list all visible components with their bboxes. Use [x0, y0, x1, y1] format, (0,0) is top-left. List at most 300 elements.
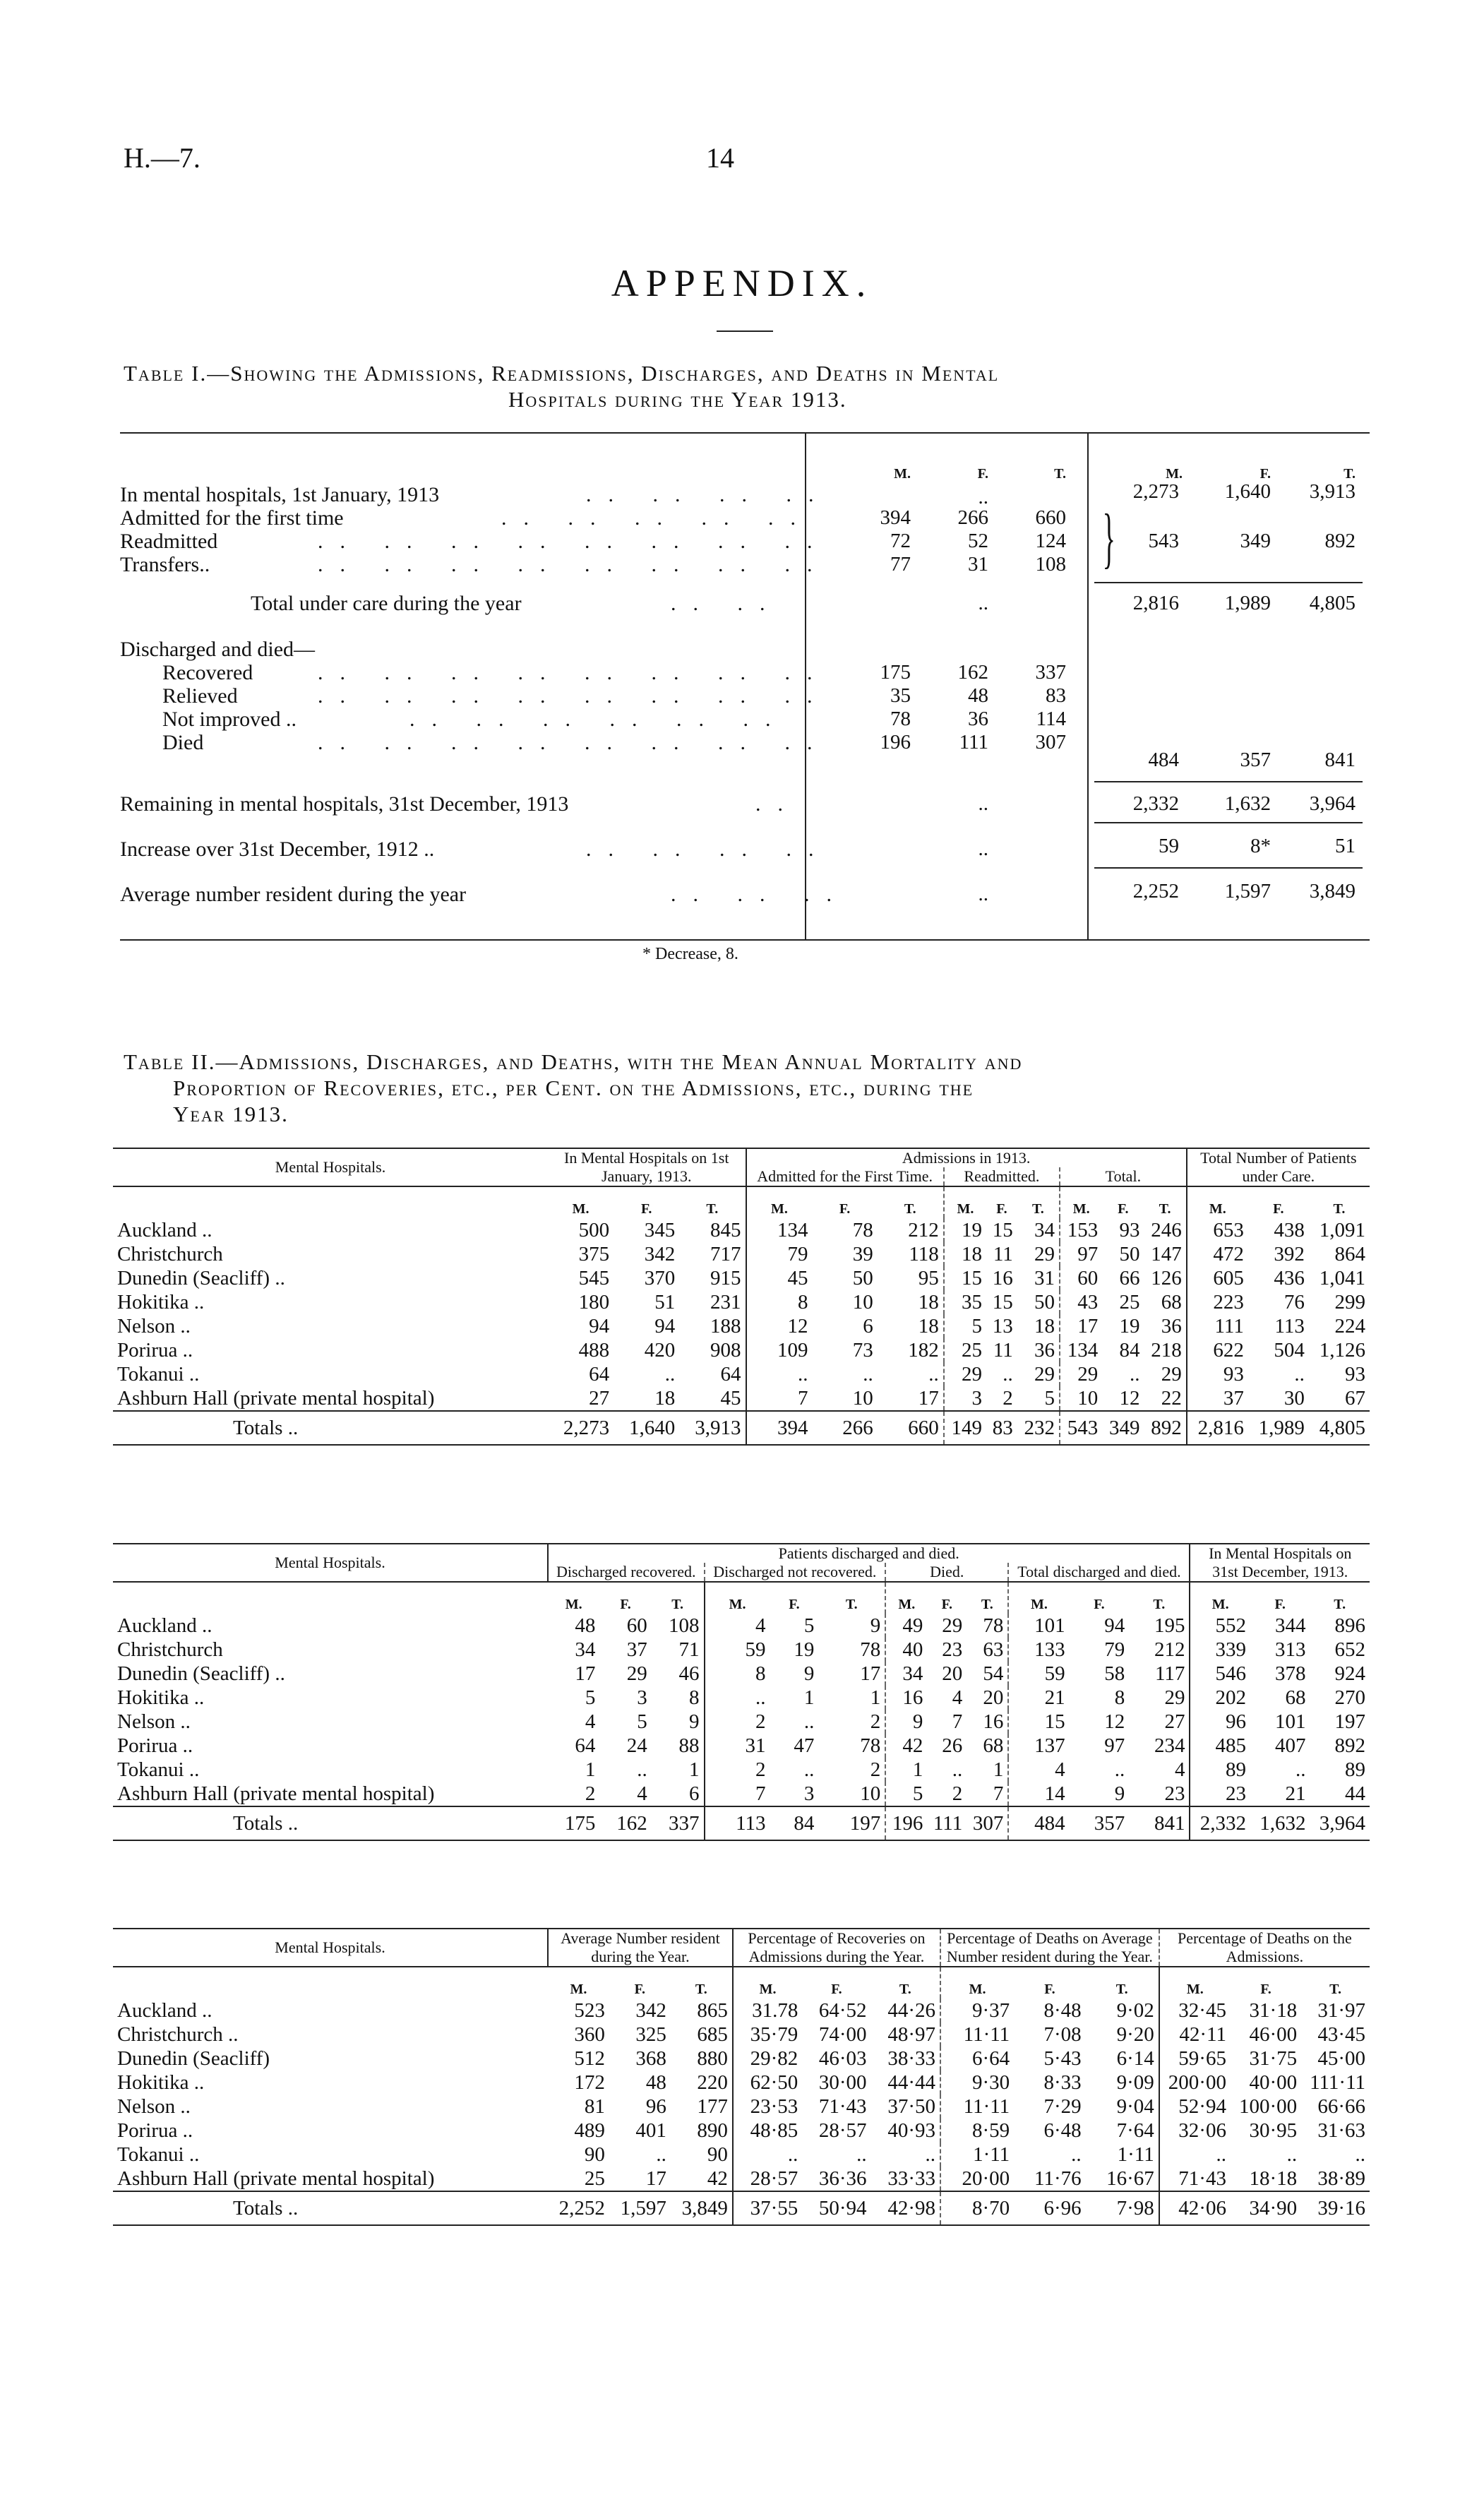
hospital-name: Christchurch ..: [117, 2023, 239, 2046]
t2c-mft-m-0: M.: [548, 1967, 609, 1998]
t1-admissions-total-f: 349: [1240, 530, 1271, 552]
value-cell: 17: [1060, 1314, 1102, 1338]
value-cell: 96: [1190, 1710, 1250, 1734]
value-cell: 94: [654, 1315, 676, 1338]
table-row: [113, 1362, 1370, 1386]
value-cell: 88: [678, 1734, 700, 1757]
value-cell: 93: [1119, 1219, 1140, 1241]
value-cell: 357: [1070, 1806, 1130, 1840]
t1-head-m1: M.: [894, 466, 911, 482]
t1-readmitted-f: 52: [968, 530, 988, 552]
t2a-mft-t-2: T.: [1017, 1186, 1060, 1218]
table-row: [113, 2119, 1370, 2143]
table-row: [113, 1386, 1370, 1411]
value-cell: 4: [705, 1614, 770, 1638]
value-cell: 2: [1003, 1387, 1013, 1410]
t2c-head-pct-deaths-adm: Percentage of Deaths on the Admissions.: [1159, 1929, 1370, 1967]
value-cell: 5: [944, 1314, 986, 1338]
value-cell: 34: [1034, 1219, 1055, 1241]
value-cell: 111: [1187, 1314, 1248, 1338]
value-cell: 2,273: [548, 1411, 614, 1445]
value-cell: 438: [1274, 1219, 1305, 1241]
table-row: [113, 1758, 1370, 1782]
value-cell: ..: [733, 2143, 802, 2167]
t1-discharged-total-m: 484: [1148, 749, 1179, 771]
t2a-mft-m-4: M.: [1187, 1186, 1248, 1218]
value-cell: 137: [1008, 1734, 1069, 1758]
value-cell: 212: [908, 1219, 939, 1241]
value-cell: 68: [983, 1734, 1004, 1757]
value-cell: 17: [860, 1662, 881, 1685]
value-cell: 78: [860, 1638, 881, 1661]
table-row: [113, 1638, 1370, 1662]
value-cell: 652: [1334, 1638, 1365, 1661]
t2c-mft-f-2: F.: [1014, 1967, 1085, 1998]
t2c-mft-t-0: T.: [671, 1967, 733, 1998]
value-cell: 3: [803, 1782, 815, 1805]
value-cell: 50: [1119, 1243, 1140, 1265]
value-cell: 29: [944, 1362, 986, 1386]
value-cell: 14: [1008, 1782, 1069, 1806]
value-cell: 42: [885, 1734, 927, 1758]
table2-admissions: [113, 1148, 1370, 1446]
t2c-head-average: Average Number resident during the Year.: [548, 1929, 733, 1967]
t1-total-care-t: 4,805: [1309, 592, 1356, 614]
value-cell: 342: [644, 1243, 676, 1265]
value-cell: 19: [944, 1218, 986, 1242]
t2b-mft-f-2: F.: [927, 1582, 967, 1614]
t2c-head-hospitals: Mental Hospitals.: [113, 1929, 548, 1967]
value-cell: ..: [1129, 1363, 1140, 1386]
value-cell: 17: [575, 1662, 596, 1685]
value-cell: 3,964: [1310, 1806, 1370, 1840]
t2c-totals-row: [113, 2191, 1370, 2225]
value-cell: 51: [654, 1291, 676, 1313]
t1-recovered-m: 175: [880, 661, 911, 684]
value-cell: 11: [993, 1339, 1013, 1362]
t2b-totals-row: [113, 1806, 1370, 1840]
value-cell: 31·75: [1249, 2047, 1298, 2070]
t2b-mft-m-4: M.: [1190, 1582, 1250, 1614]
value-cell: 42·98: [871, 2191, 940, 2225]
value-cell: 49: [885, 1614, 927, 1638]
value-cell: ..: [928, 1363, 939, 1386]
t2b-head-died: Died.: [885, 1563, 1008, 1582]
value-cell: 19: [1119, 1315, 1140, 1338]
t1-died-f: 111: [959, 731, 988, 753]
t2b-mft-f-1: F.: [770, 1582, 819, 1614]
table-row: [113, 1266, 1370, 1290]
value-cell: 52·94: [1159, 2095, 1231, 2119]
page-header: [124, 141, 1394, 184]
table-row: [113, 1290, 1370, 1314]
value-cell: 212: [1154, 1638, 1185, 1661]
value-cell: 485: [1190, 1734, 1250, 1758]
value-cell: 23: [1164, 1782, 1185, 1805]
value-cell: 147: [1151, 1243, 1182, 1265]
t1-in-hospitals-m: 2,273: [1132, 480, 1179, 503]
page-reference: H.—7.: [124, 142, 201, 174]
value-cell: 97: [1060, 1242, 1102, 1266]
value-cell: 37: [626, 1638, 647, 1661]
value-cell: 36: [1161, 1315, 1182, 1338]
value-cell: 484: [1008, 1806, 1069, 1840]
t2c-mft-t-1: T.: [871, 1967, 940, 1998]
value-cell: 78: [852, 1219, 873, 1241]
value-cell: 111: [927, 1806, 967, 1840]
value-cell: 68: [1161, 1291, 1182, 1313]
t1-average-label: Average number resident during the year: [120, 883, 467, 906]
t2a-mft-f-1: F.: [812, 1186, 877, 1218]
value-cell: 220: [697, 2071, 728, 2094]
value-cell: 89: [1190, 1758, 1250, 1782]
value-cell: 4: [952, 1686, 963, 1709]
value-cell: 218: [1151, 1339, 1182, 1362]
table1-footnote: * Decrease, 8.: [642, 945, 738, 963]
t1-relieved-t: 83: [1046, 684, 1066, 707]
t1-total-care-mid: ..: [978, 592, 988, 614]
t2c-mft-t-3: T.: [1301, 1967, 1370, 1998]
value-cell: 10: [860, 1782, 881, 1805]
value-cell: 73: [852, 1339, 873, 1362]
value-cell: 36·36: [818, 2167, 867, 2190]
value-cell: 29: [1034, 1243, 1055, 1265]
value-cell: ..: [803, 1758, 815, 1781]
value-cell: 349: [1102, 1411, 1144, 1445]
value-cell: 552: [1190, 1614, 1250, 1638]
value-cell: 18: [918, 1315, 939, 1338]
value-cell: 16: [992, 1267, 1013, 1289]
value-cell: ..: [637, 1758, 647, 1781]
value-cell: 8: [689, 1686, 700, 1709]
value-cell: 68: [1285, 1686, 1306, 1709]
t2a-mft-t-0: T.: [679, 1186, 746, 1218]
page-number: 14: [706, 142, 734, 174]
value-cell: 5·43: [1043, 2047, 1082, 2070]
value-cell: 18: [1034, 1315, 1055, 1338]
value-cell: 8: [1114, 1686, 1125, 1709]
table-row: [113, 1242, 1370, 1266]
value-cell: 28·57: [818, 2119, 867, 2142]
value-cell: 50·94: [802, 2191, 870, 2225]
value-cell: 489: [574, 2119, 605, 2142]
value-cell: 865: [697, 1999, 728, 2022]
t1-relieved-label: Relieved: [162, 684, 238, 708]
t1-brace-admissions: }: [1102, 500, 1115, 575]
table-row: [113, 2023, 1370, 2047]
t1-transfers-t: 108: [1035, 553, 1066, 576]
value-cell: 8·70: [940, 2191, 1014, 2225]
value-cell: 26: [942, 1734, 963, 1757]
value-cell: 472: [1187, 1242, 1248, 1266]
table1-caption: [124, 360, 1366, 412]
value-cell: ..: [1003, 1363, 1013, 1386]
value-cell: 915: [710, 1267, 741, 1289]
value-cell: 27: [1164, 1710, 1185, 1733]
value-cell: 27: [589, 1387, 610, 1410]
t1-admitted-m: 394: [880, 506, 911, 529]
value-cell: 9: [870, 1614, 881, 1637]
t2a-head-admitted-first: Admitted for the First Time.: [746, 1167, 944, 1186]
value-cell: 177: [697, 2095, 728, 2118]
value-cell: 93: [1345, 1363, 1365, 1386]
table-row: [113, 2095, 1370, 2119]
value-cell: 6·64: [940, 2047, 1014, 2071]
value-cell: 45: [746, 1266, 813, 1290]
value-cell: 34: [885, 1662, 927, 1686]
value-cell: 500: [578, 1219, 610, 1241]
table1: M. F. T. M. F. T. In mental hospitals, 1st January, 1913 .. .. .. .. 2,273 1,640 3,913 .. Admitted for the first time .. .. .. .. .. 394 266 660 Readmitted .. .. .. .. .. .. .. .. 72 52 124 Transfers.. .. .. .. .. .. .. .. .. 77 31 108 } 543 349 892 Total under care during the year .. .. .. 2,816 1,989 4,805 Discharged and died— Recovered .. .. .. .. .. .. .. .. 175 162 337 Relieved .. .. .. .. .. .. .. .. 35 48 83 Not improved .. .. .. .. .. .. .. 78 36 114 Died .. .. .. .. .. .. .. .. 196 111 307 484 357 841 Remaining in mental hospitals, 31st December, 1913 .. .. 2,332 1,632 3,964 Increase over 31st December, 1912 .. .. .. .. .. .. 59 8* 51 Average number resident during the year .. .. .. .. 2,252 1,597 3,849: [120, 432, 1370, 955]
value-cell: 1,041: [1319, 1267, 1365, 1289]
value-cell: 543: [1060, 1411, 1102, 1445]
t1-head-t2: T.: [1344, 466, 1356, 482]
value-cell: 9: [689, 1710, 700, 1733]
hospital-name: Christchurch: [117, 1638, 223, 1661]
value-cell: 134: [746, 1218, 813, 1242]
value-cell: 6: [863, 1315, 873, 1338]
value-cell: 9·02: [1116, 1999, 1154, 2022]
value-cell: 39: [852, 1243, 873, 1265]
value-cell: 31·63: [1317, 2119, 1365, 2142]
t2a-mft-m-0: M.: [548, 1186, 614, 1218]
value-cell: 5: [885, 1782, 927, 1806]
value-cell: 546: [1190, 1662, 1250, 1686]
value-cell: 30·00: [818, 2071, 867, 2094]
value-cell: 23: [942, 1638, 963, 1661]
value-cell: 6·48: [1043, 2119, 1082, 2142]
value-cell: 1: [885, 1758, 927, 1782]
t1-admissions-total-t: 892: [1324, 530, 1356, 552]
value-cell: 9: [1114, 1782, 1125, 1805]
t2c-mft-t-2: T.: [1086, 1967, 1159, 1998]
t1-in-hospitals-label: In mental hospitals, 1st January, 1913: [120, 483, 440, 506]
value-cell: 134: [1060, 1338, 1102, 1362]
table-row: [113, 1218, 1370, 1242]
t1-admitted-f: 266: [957, 506, 988, 529]
value-cell: 71·43: [1159, 2167, 1231, 2191]
t1-not-improved-f: 36: [968, 708, 988, 730]
value-cell: 78: [983, 1614, 1004, 1637]
hospital-name: Auckland ..: [117, 1614, 213, 1637]
value-cell: 1,989: [1248, 1411, 1309, 1445]
t1-died-m: 196: [880, 731, 911, 753]
value-cell: 43·45: [1317, 2023, 1365, 2046]
value-cell: 74·00: [818, 2023, 867, 2046]
value-cell: 892: [1144, 1411, 1186, 1445]
t2a-mft-f-4: F.: [1248, 1186, 1309, 1218]
value-cell: 200·00: [1159, 2071, 1231, 2095]
value-cell: 7: [952, 1710, 963, 1733]
t2c-head-pct-deaths-avg: Percentage of Deaths on Average Number resident during the Year.: [940, 1929, 1159, 1967]
table-row: [113, 1662, 1370, 1686]
value-cell: 29·82: [733, 2047, 802, 2071]
value-cell: 109: [746, 1338, 813, 1362]
value-cell: 48: [645, 2071, 666, 2094]
value-cell: 63: [983, 1638, 1004, 1661]
value-cell: 339: [1190, 1638, 1250, 1662]
value-cell: 360: [574, 2023, 605, 2046]
value-cell: 7: [746, 1386, 813, 1411]
t1-total-care-m: 2,816: [1132, 592, 1179, 614]
value-cell: 7: [993, 1782, 1004, 1805]
value-cell: 35·79: [733, 2023, 802, 2047]
value-cell: 622: [1187, 1338, 1248, 1362]
t2b-mft-t-3: T.: [1129, 1582, 1190, 1614]
value-cell: 47: [794, 1734, 815, 1757]
value-cell: 9·30: [940, 2071, 1014, 2095]
t2c-mft-m-3: M.: [1159, 1967, 1231, 1998]
value-cell: 89: [1345, 1758, 1365, 1781]
table-row: [113, 2047, 1370, 2071]
value-cell: 46·00: [1249, 2023, 1298, 2046]
value-cell: ..: [1355, 2143, 1365, 2166]
value-cell: 133: [1008, 1638, 1069, 1662]
value-cell: 11·11: [940, 2095, 1014, 2119]
value-cell: 62·50: [733, 2071, 802, 2095]
value-cell: 11·76: [1034, 2167, 1082, 2190]
value-cell: 31.78: [733, 1998, 802, 2023]
value-cell: 420: [644, 1339, 676, 1362]
t2c-mft-f-1: F.: [802, 1967, 870, 1998]
t1-not-improved-label: Not improved ..: [162, 708, 297, 731]
t2b-mft-t-4: T.: [1310, 1582, 1370, 1614]
value-cell: ..: [705, 1686, 770, 1710]
t2b-mft-t-2: T.: [967, 1582, 1008, 1614]
t1-average-t: 3,849: [1309, 880, 1356, 902]
t2a-head-under-care: Total Number of Patients under Care.: [1187, 1148, 1370, 1186]
hospital-name: Ashburn Hall (private mental hospital): [117, 2167, 435, 2190]
hospital-name: Porirua ..: [117, 1339, 193, 1362]
value-cell: 8·48: [1043, 1999, 1082, 2022]
value-cell: 2: [952, 1782, 963, 1805]
value-cell: 325: [635, 2023, 666, 2046]
value-cell: 908: [710, 1339, 741, 1362]
value-cell: 8: [746, 1290, 813, 1314]
t2a-mft-m-1: M.: [746, 1186, 813, 1218]
value-cell: 31·97: [1317, 1999, 1365, 2022]
t2a-mft-m-3: M.: [1060, 1186, 1102, 1218]
value-cell: 59·65: [1159, 2047, 1231, 2071]
value-cell: 896: [1334, 1614, 1365, 1637]
t1-head-t1: T.: [1054, 466, 1066, 482]
value-cell: ..: [656, 2143, 666, 2166]
value-cell: 8: [705, 1662, 770, 1686]
value-cell: 392: [1274, 1243, 1305, 1265]
value-cell: 16: [983, 1710, 1004, 1733]
value-cell: 15: [944, 1266, 986, 1290]
value-cell: 66·66: [1317, 2095, 1365, 2118]
value-cell: 111·11: [1310, 2071, 1365, 2094]
value-cell: ..: [746, 1362, 813, 1386]
hospital-name: Ashburn Hall (private mental hospital): [117, 1782, 435, 1805]
value-cell: 23·53: [733, 2095, 802, 2119]
t1-readmitted-m: 72: [890, 530, 911, 552]
value-cell: 10: [1060, 1386, 1102, 1411]
value-cell: 4: [1008, 1758, 1069, 1782]
t1-transfers-m: 77: [890, 553, 911, 576]
value-cell: ..: [1286, 2143, 1298, 2166]
value-cell: 653: [1187, 1218, 1248, 1242]
value-cell: 58: [1104, 1662, 1125, 1685]
value-cell: 182: [908, 1339, 939, 1362]
t2c-mft-f-3: F.: [1231, 1967, 1301, 1998]
value-cell: 31: [705, 1734, 770, 1758]
value-cell: 37·50: [887, 2095, 936, 2118]
value-cell: 3: [944, 1386, 986, 1411]
t1-readmitted-t: 124: [1035, 530, 1066, 552]
value-cell: 3,849: [671, 2191, 733, 2225]
title-rule: [717, 330, 773, 332]
t2b-head-total: Total discharged and died.: [1008, 1563, 1190, 1582]
value-cell: 892: [1334, 1734, 1365, 1757]
t1-discharged-heading: Discharged and died—: [120, 638, 316, 661]
value-cell: 48·85: [733, 2119, 802, 2143]
value-cell: 845: [710, 1219, 741, 1241]
value-cell: 66: [1119, 1267, 1140, 1289]
value-cell: 90: [707, 2143, 728, 2166]
value-cell: ..: [1294, 1363, 1305, 1386]
hospital-name: Christchurch: [117, 1243, 223, 1265]
value-cell: 76: [1283, 1291, 1305, 1313]
t1-average-mid: ..: [978, 883, 988, 905]
value-cell: 31·18: [1249, 1999, 1298, 2022]
value-cell: 29: [1034, 1363, 1055, 1386]
value-cell: 79: [1104, 1638, 1125, 1661]
t1-readmitted-label: Readmitted: [120, 530, 218, 553]
t1-increase-f: 8*: [1250, 835, 1271, 857]
value-cell: 2: [585, 1782, 596, 1805]
value-cell: 180: [578, 1291, 610, 1313]
value-cell: 18: [944, 1242, 986, 1266]
value-cell: 232: [1017, 1411, 1060, 1445]
value-cell: 15: [992, 1291, 1013, 1313]
value-cell: 880: [697, 2047, 728, 2070]
value-cell: 31: [1034, 1267, 1055, 1289]
value-cell: 25: [1119, 1291, 1140, 1313]
value-cell: 44: [1345, 1782, 1365, 1805]
value-cell: 108: [669, 1614, 700, 1637]
table1-caption-line1: Table I.—Showing the Admissions, Readmissions, Discharges, and Deaths in Mental: [124, 361, 1000, 386]
value-cell: 188: [710, 1315, 741, 1338]
value-cell: 95: [918, 1267, 939, 1289]
value-cell: 94: [1104, 1614, 1125, 1637]
value-cell: ..: [925, 2143, 936, 2166]
hospital-name: Nelson ..: [117, 1710, 191, 1733]
hospital-name: Tokanui ..: [117, 2143, 200, 2166]
value-cell: 1: [585, 1758, 596, 1781]
t1-died-t: 307: [1035, 731, 1066, 753]
value-cell: 9·04: [1116, 2095, 1154, 2118]
table-row: [113, 2071, 1370, 2095]
value-cell: 84: [770, 1806, 819, 1840]
value-cell: 9·20: [1116, 2023, 1154, 2046]
value-cell: 231: [710, 1291, 741, 1313]
value-cell: 2: [870, 1758, 881, 1781]
hospital-name: Tokanui ..: [117, 1758, 200, 1781]
value-cell: 78: [860, 1734, 881, 1757]
value-cell: 11·11: [940, 2023, 1014, 2047]
value-cell: 23: [1190, 1782, 1250, 1806]
t1-remaining-f: 1,632: [1224, 792, 1271, 815]
value-cell: 59: [705, 1638, 770, 1662]
value-cell: 1,632: [1250, 1806, 1310, 1840]
table1-top-rule: [120, 432, 1370, 434]
value-cell: ..: [1114, 1758, 1125, 1781]
value-cell: 40: [885, 1638, 927, 1662]
value-cell: ..: [1159, 2143, 1231, 2167]
value-cell: 1: [689, 1758, 700, 1781]
value-cell: 8·33: [1043, 2071, 1082, 2094]
